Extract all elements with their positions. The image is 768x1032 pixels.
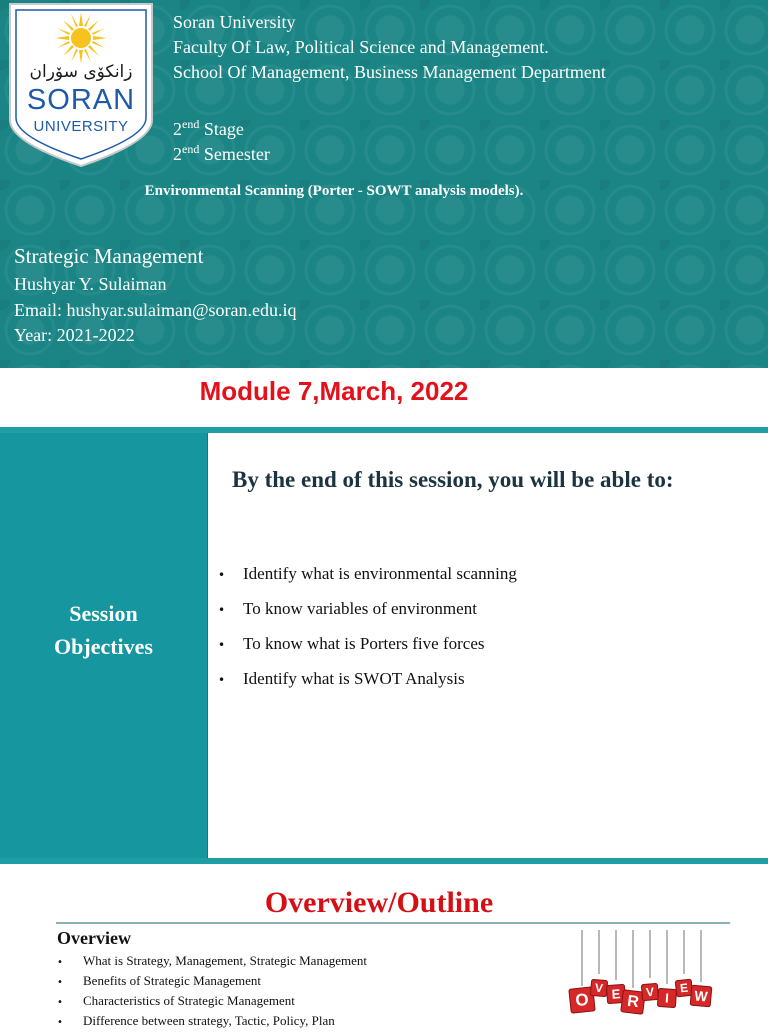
list-item xyxy=(57,972,367,992)
department-name: School Of Management, Business Management Department xyxy=(173,62,606,82)
objectives-sidebar xyxy=(0,433,208,858)
bottom-divider xyxy=(0,858,768,864)
letter-tile xyxy=(657,988,676,1007)
objectives-heading: By the end of this session, you will be able to: xyxy=(232,467,674,492)
bullet-icon: • xyxy=(218,638,226,652)
svg-text:V: V xyxy=(594,980,604,996)
list-item xyxy=(57,992,367,1012)
letter-tile xyxy=(690,985,712,1007)
soran-university-logo xyxy=(6,2,156,168)
module-heading: Module 7,March, 2022 xyxy=(199,376,469,406)
overview-subtitle: Overview xyxy=(57,928,131,948)
list-item xyxy=(218,557,517,592)
letter-tile xyxy=(675,979,693,997)
sidebar-title xyxy=(0,597,207,663)
svg-text:E: E xyxy=(679,980,689,996)
faculty-name: Faculty Of Law, Political Science and Management. xyxy=(173,37,549,57)
lecturer-email: Email: hushyar.sulaiman@soran.edu.iq xyxy=(14,300,297,320)
overview-item-text: Difference between strategy, Tactic, Policy, Plan xyxy=(83,1013,335,1028)
svg-text:I: I xyxy=(664,990,670,1006)
bullet-icon: • xyxy=(218,603,226,617)
svg-text:V: V xyxy=(645,984,655,1000)
objectives-slide xyxy=(0,427,768,864)
logo-university-text: UNIVERSITY xyxy=(33,118,129,135)
stage-number: 2 xyxy=(173,119,182,139)
lecturer-name: Hushyar Y. Sulaiman xyxy=(14,274,167,294)
semester-label: Semester xyxy=(199,144,270,164)
bullet-icon: • xyxy=(218,673,226,687)
objective-text: To know what is Porters five forces xyxy=(243,634,485,653)
bullet-icon: • xyxy=(218,568,226,582)
overview-item-text: Characteristics of Strategic Management xyxy=(83,993,295,1008)
objective-text: To know variables of environment xyxy=(243,599,477,618)
list-item xyxy=(218,662,517,697)
semester-number: 2 xyxy=(173,144,182,164)
course-title: Strategic Management xyxy=(14,244,204,268)
overview-slide xyxy=(0,868,768,1028)
bullet-icon: • xyxy=(57,1017,63,1028)
svg-text:E: E xyxy=(611,986,621,1002)
overview-hanging-letters-graphic xyxy=(566,928,722,1024)
sidebar-title-line2: Objectives xyxy=(54,634,153,659)
logo-kurdish-text: زانكۆی سۆران xyxy=(29,62,133,82)
list-item xyxy=(57,952,367,972)
bullet-icon: • xyxy=(57,977,63,988)
objective-text: Identify what is SWOT Analysis xyxy=(243,669,465,688)
title-slide xyxy=(0,0,768,368)
list-item xyxy=(57,1012,367,1032)
overview-item-text: What is Strategy, Management, Strategic Management xyxy=(83,953,367,968)
overview-item-text: Benefits of Strategic Management xyxy=(83,973,261,988)
sidebar-title-line1: Session xyxy=(69,601,138,626)
overview-list xyxy=(57,952,367,1032)
letter-tile xyxy=(621,990,646,1015)
list-item xyxy=(218,592,517,627)
list-item xyxy=(218,627,517,662)
semester-suffix: end xyxy=(182,142,200,156)
letter-tile xyxy=(590,979,607,996)
stage-suffix: end xyxy=(182,117,200,131)
svg-text:R: R xyxy=(626,992,640,1012)
stage-label: Stage xyxy=(199,119,244,139)
overview-title: Overview/Outline xyxy=(264,886,494,919)
letter-tile xyxy=(641,983,658,1000)
bullet-icon: • xyxy=(57,957,63,968)
lecture-topic: Environmental Scanning (Porter - SOWT analysis models). xyxy=(144,183,524,199)
logo-soran-text: SORAN xyxy=(26,84,136,116)
objective-text: Identify what is environmental scanning xyxy=(243,564,517,583)
bullet-icon: • xyxy=(57,997,63,1008)
semester-line xyxy=(173,137,270,167)
academic-year: Year: 2021-2022 xyxy=(14,325,135,345)
university-name: Soran University xyxy=(173,12,296,32)
svg-text:W: W xyxy=(693,987,709,1005)
title-underline xyxy=(56,922,730,924)
objectives-list xyxy=(218,557,517,697)
hanging-letters-icon xyxy=(566,928,722,1024)
svg-text:O: O xyxy=(574,989,590,1011)
